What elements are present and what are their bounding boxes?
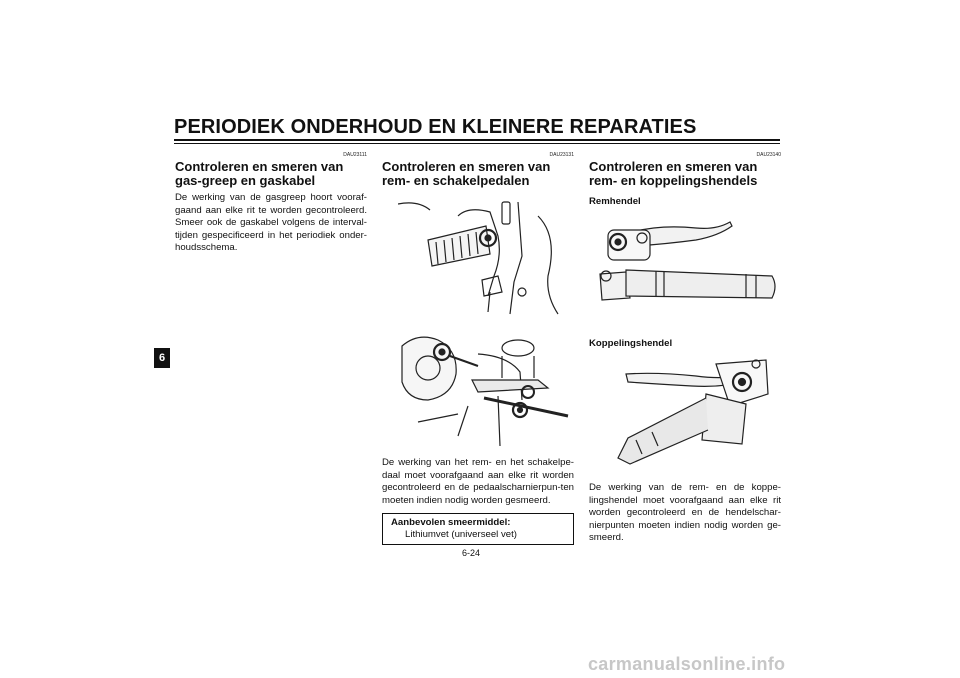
section-heading: Controleren en smeren van rem- en koppelingshendels — [589, 159, 758, 188]
section-throttle — [175, 152, 367, 255]
section-code: DAU23131 — [549, 152, 574, 158]
section-code: DAU23140 — [756, 152, 781, 158]
section-levers — [589, 152, 781, 207]
note-value: Lithiumvet (universeel vet) — [405, 529, 517, 540]
clutch-lever-illustration — [596, 354, 778, 476]
brake-pedal-illustration — [398, 196, 574, 318]
levers-body-wrap — [589, 478, 781, 545]
section-code: DAU23111 — [343, 152, 367, 158]
header-rule — [174, 139, 780, 141]
section-heading: Controleren en smeren van gas-greep en gaskabel — [175, 159, 344, 188]
page-title: PERIODIEK ONDERHOUD EN KLEINERE REPARATIES — [174, 116, 697, 138]
page-number: 6-24 — [462, 548, 481, 558]
note-title: Aanbevolen smeermiddel: — [391, 517, 511, 528]
shift-pedal-illustration — [398, 326, 574, 448]
brake-lever-illustration — [596, 214, 778, 310]
pedals-body-wrap — [382, 453, 574, 507]
section-body: De werking van de gasgreep hoort vooraf-gaand aan elke rit te worden gecontroleerd. Smeer ook de gaskabel volgens de interval-tijden gespecificeerd in het periodiek onder-houdsschema. — [175, 192, 367, 254]
section-body: De werking van het rem- en het schakelpe-daal moet voorafgaand aan elke rit worden gecontroleerd en de pedaalscharnierpun-ten moeten indien nodig worden gesmeerd. — [382, 457, 574, 506]
lubricant-note — [382, 513, 574, 545]
subheading-clutch-lever: Koppelingshendel — [589, 338, 673, 349]
chapter-tab: 6 — [154, 348, 170, 368]
subheading-brake-lever: Remhendel — [589, 196, 641, 207]
watermark: carmanualsonline.info — [588, 654, 786, 674]
header-rule-thin — [174, 143, 780, 144]
section-body: De werking van de rem- en de koppe-lingshendel moet voorafgaand aan elke rit worden gecontroleerd en de hendelschar-nierpunten moeten indien nodig worden ge-smeerd. — [589, 482, 781, 544]
section-heading: Controleren en smeren van rem- en schakelpedalen — [382, 159, 551, 188]
section-pedals — [382, 152, 574, 188]
